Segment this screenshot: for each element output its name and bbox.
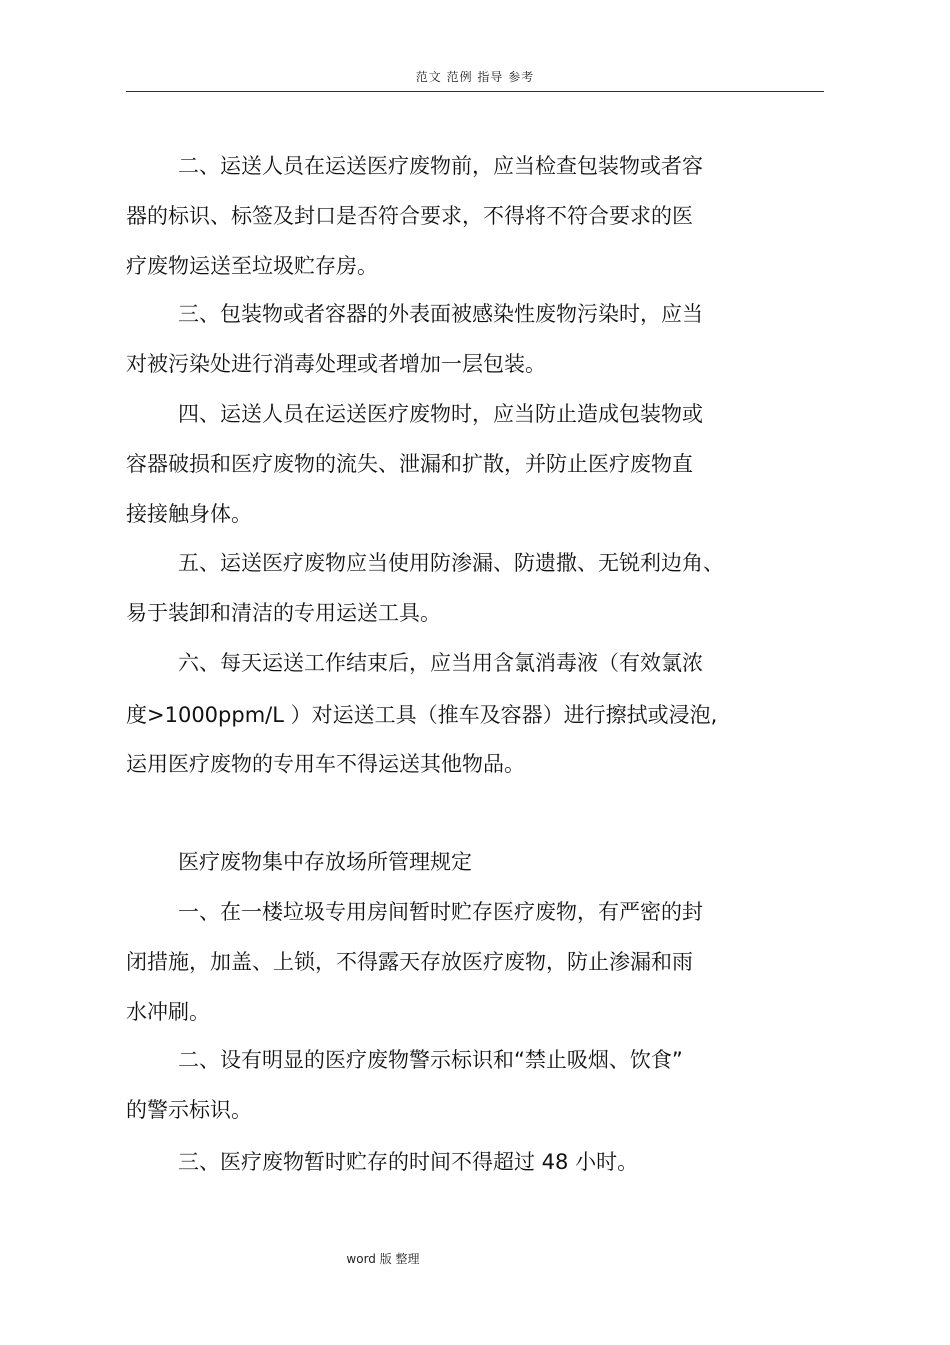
- page-header: 范文 范例 指导 参考: [415, 70, 535, 84]
- page-footer: word 版 整理: [346, 1252, 420, 1266]
- paragraph-line: 三、医疗废物暂时贮存的时间不得超过 48 小时。: [178, 1150, 639, 1174]
- paragraph-line: 疗废物运送至垃圾贮存房。: [126, 254, 378, 278]
- section-title: 医疗废物集中存放场所管理规定: [178, 850, 472, 874]
- paragraph-line: 容器破损和医疗废物的流失、泄漏和扩散，并防止医疗废物直: [126, 452, 693, 476]
- header-divider: [126, 91, 824, 92]
- paragraph-line: 二、运送人员在运送医疗废物前，应当检查包装物或者容: [178, 154, 703, 178]
- paragraph-line: 二、设有明显的医疗废物警示标识和“禁止吸烟、饮食”: [178, 1048, 683, 1072]
- paragraph-line: 水冲刷。: [126, 1000, 210, 1024]
- paragraph-line: 闭措施，加盖、上锁，不得露天存放医疗废物，防止渗漏和雨: [126, 950, 693, 974]
- paragraph-line: 对被污染处进行消毒处理或者增加一层包装。: [126, 352, 546, 376]
- paragraph-line: 三、包装物或者容器的外表面被感染性废物污染时，应当: [178, 302, 703, 326]
- paragraph-line: 运用医疗废物的专用车不得运送其他物品。: [126, 752, 525, 776]
- paragraph-line: 的警示标识。: [126, 1098, 252, 1122]
- paragraph-line: 度>1000ppm/L ）对运送工具（推车及容器）进行擦拭或浸泡,: [126, 703, 718, 727]
- paragraph-line: 器的标识、标签及封口是否符合要求，不得将不符合要求的医: [126, 204, 693, 228]
- paragraph-line: 接接触身体。: [126, 502, 252, 526]
- paragraph-line: 五、运送医疗废物应当使用防渗漏、防遗撒、无锐利边角、: [178, 551, 724, 575]
- paragraph-line: 四、运送人员在运送医疗废物时，应当防止造成包装物或: [178, 402, 703, 426]
- paragraph-line: 六、每天运送工作结束后，应当用含氯消毒液（有效氯浓: [178, 651, 703, 675]
- paragraph-line: 一、在一楼垃圾专用房间暂时贮存医疗废物，有严密的封: [178, 900, 703, 924]
- paragraph-line: 易于装卸和清洁的专用运送工具。: [126, 601, 441, 625]
